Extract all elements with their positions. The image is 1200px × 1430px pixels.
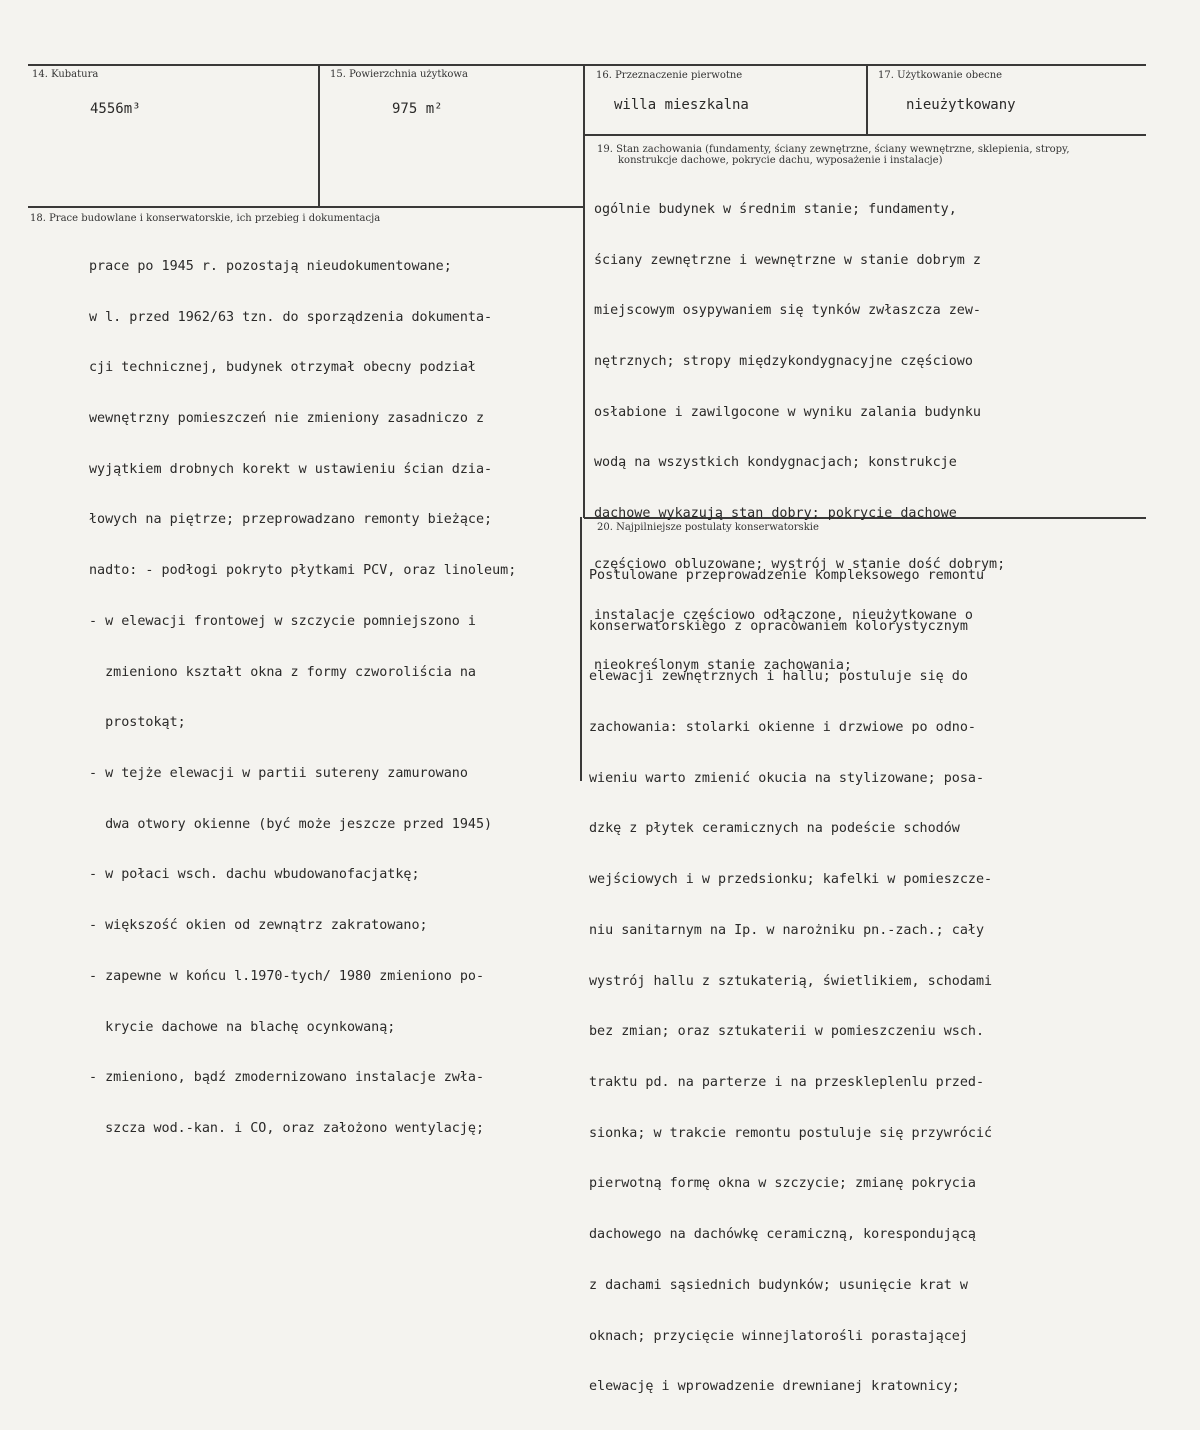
stan-line: instalacje częściowo odłączone, nieużytkowane o	[594, 607, 973, 623]
divider-16-17	[866, 64, 868, 134]
field-uzytkowanie-value: nieużytkowany	[906, 97, 1016, 113]
stan-line: częściowo obluzowane; wystrój w stanie dość dobrym;	[594, 556, 1006, 572]
prace-line: - w elewacji frontowej w szczycie pomniejszono i	[89, 613, 476, 629]
prace-line: - w połaci wsch. dachu wbudowanofacjatkę;	[89, 867, 420, 883]
prace-line: - zmieniono, bądź zmodernizowano instalacje zwła-	[89, 1070, 485, 1086]
divider-18-20	[580, 517, 582, 781]
rule-under-16-17	[584, 134, 1146, 136]
prace-line: cji technicznej, budynek otrzymał obecny podział	[89, 360, 476, 376]
field-kubatura-label: 14. Kubatura	[32, 69, 99, 80]
field-powierzchnia-value: 975 m²	[392, 101, 443, 117]
prace-line: nadto: - podłogi pokryto płytkami PCV, oraz linoleum;	[89, 563, 517, 579]
postulaty-line: elewację i wprowadzenie drewnianej kratownicy;	[589, 1379, 960, 1395]
postulaty-line: oknach; przycięcie winnejlatorośli porastającej	[589, 1328, 968, 1344]
divider-14-15	[318, 64, 320, 206]
field-przeznaczenie-label: 16. Przeznaczenie pierwotne	[596, 70, 743, 81]
postulaty-line: wystrój hallu z sztukaterią, świetlikiem, schodami	[589, 973, 993, 989]
stan-line: osłabione i zawilgocone w wyniku zalania budynku	[594, 404, 981, 420]
prace-line: prace po 1945 r. pozostają nieudokumentowane;	[89, 258, 452, 274]
prace-line: szcza wod.-kan. i CO, oraz założono wentylację;	[89, 1121, 485, 1137]
rule-under-14-15	[28, 206, 584, 208]
field-uzytkowanie-label: 17. Użytkowanie obecne	[878, 70, 1003, 81]
postulaty-line: pierwotną formę okna w szczycie; zmianę pokrycia	[589, 1176, 976, 1192]
postulaty-line: zachowania: stolarki okienne i drzwiowe po odno-	[589, 719, 976, 735]
stan-line: dachowe wykazują stan dobry; pokrycie dachowe	[594, 506, 957, 522]
postulaty-line: wejściowych i w przedsionku; kafelki w pomieszcze-	[589, 872, 993, 888]
divider-15-16	[583, 64, 585, 518]
field-prace-label: 18. Prace budowlane i konserwatorskie, ich przebieg i dokumentacja	[30, 213, 381, 224]
postulaty-line: dachowego na dachówkę ceramiczną, korespondującą	[589, 1227, 976, 1243]
prace-line: łowych na piętrze; przeprowadzano remonty bieżące;	[89, 512, 493, 528]
prace-line: zmieniono kształt okna z formy czworoliścia na	[89, 664, 476, 680]
postulaty-line: bez zmian; oraz sztukaterii w pomieszczeniu wsch.	[589, 1024, 985, 1040]
field-przeznaczenie-value: willa mieszkalna	[614, 97, 749, 113]
field-postulaty-label: 20. Najpilniejsze postulaty konserwatorskie	[597, 522, 819, 533]
postulaty-line: sionka; w trakcie remontu postuluje się przywrócić	[589, 1125, 993, 1141]
prace-line: wyjątkiem drobnych korekt w ustawieniu ścian dzia-	[89, 461, 493, 477]
postulaty-line: dzkę z płytek ceramicznych na podeście schodów	[589, 821, 960, 837]
stan-line: ogólnie budynek w średnim stanie; fundamenty,	[594, 201, 957, 217]
field-stan-label-line1: 19. Stan zachowania (fundamenty, ściany zewnętrzne, ściany wewnętrzne, sklepienia, stropy,	[597, 144, 1070, 155]
stan-line: nętrznych; stropy międzykondygnacyjne częściowo	[594, 353, 973, 369]
stan-line: wodą na wszystkich kondygnacjach; konstrukcje	[594, 455, 957, 471]
postulaty-line: wieniu warto zmienić okucia na stylizowane; posa-	[589, 770, 985, 786]
field-powierzchnia-label: 15. Powierzchnia użytkowa	[330, 69, 468, 80]
top-rule	[28, 64, 1146, 66]
prace-line: - zapewne w końcu l.1970-tych/ 1980 zmieniono po-	[89, 968, 485, 984]
field-postulaty-text	[589, 534, 992, 1430]
postulaty-line: konserwatorskiego z opracowaniem kolorystycznym	[589, 618, 968, 634]
stan-line: nieokreślonym stanie zachowania;	[594, 658, 852, 674]
postulaty-line: niu sanitarnym na Ip. w narożniku pn.-zach.; cały	[589, 922, 985, 938]
postulaty-line: z dachami sąsiednich budynków; usunięcie krat w	[589, 1277, 968, 1293]
prace-line: prostokąt;	[89, 715, 186, 731]
prace-line: dwa otwory okienne (być może jeszcze przed 1945)	[89, 816, 493, 832]
prace-line: w l. przed 1962/63 tzn. do sporządzenia dokumenta-	[89, 309, 493, 325]
stan-line: miejscowym osypywaniem się tynków zwłaszcza zew-	[594, 303, 981, 319]
prace-line: krycie dachowe na blachę ocynkowaną;	[89, 1019, 396, 1035]
postulaty-line: Postulowane przeprowadzenie kompleksowego remontu	[589, 567, 985, 583]
stan-line: ściany zewnętrzne i wewnętrzne w stanie dobrym z	[594, 252, 981, 268]
field-stan-label-line2: konstrukcje dachowe, pokrycie dachu, wyposażenie i instalacje)	[618, 155, 943, 166]
prace-line: wewnętrzny pomieszczeń nie zmieniony zasadniczo z	[89, 410, 485, 426]
postulaty-line: elewacji zewnętrznych i hallu; postuluje się do	[589, 669, 968, 685]
postulaty-line: traktu pd. na parterze i na przeskleplenlu przed-	[589, 1075, 985, 1090]
field-kubatura-value: 4556m³	[90, 101, 141, 117]
prace-line: - większość okien od zewnątrz zakratowano;	[89, 918, 428, 934]
prace-line: - w tejże elewacji w partii sutereny zamurowano	[89, 766, 468, 781]
field-prace-text	[89, 225, 516, 1172]
